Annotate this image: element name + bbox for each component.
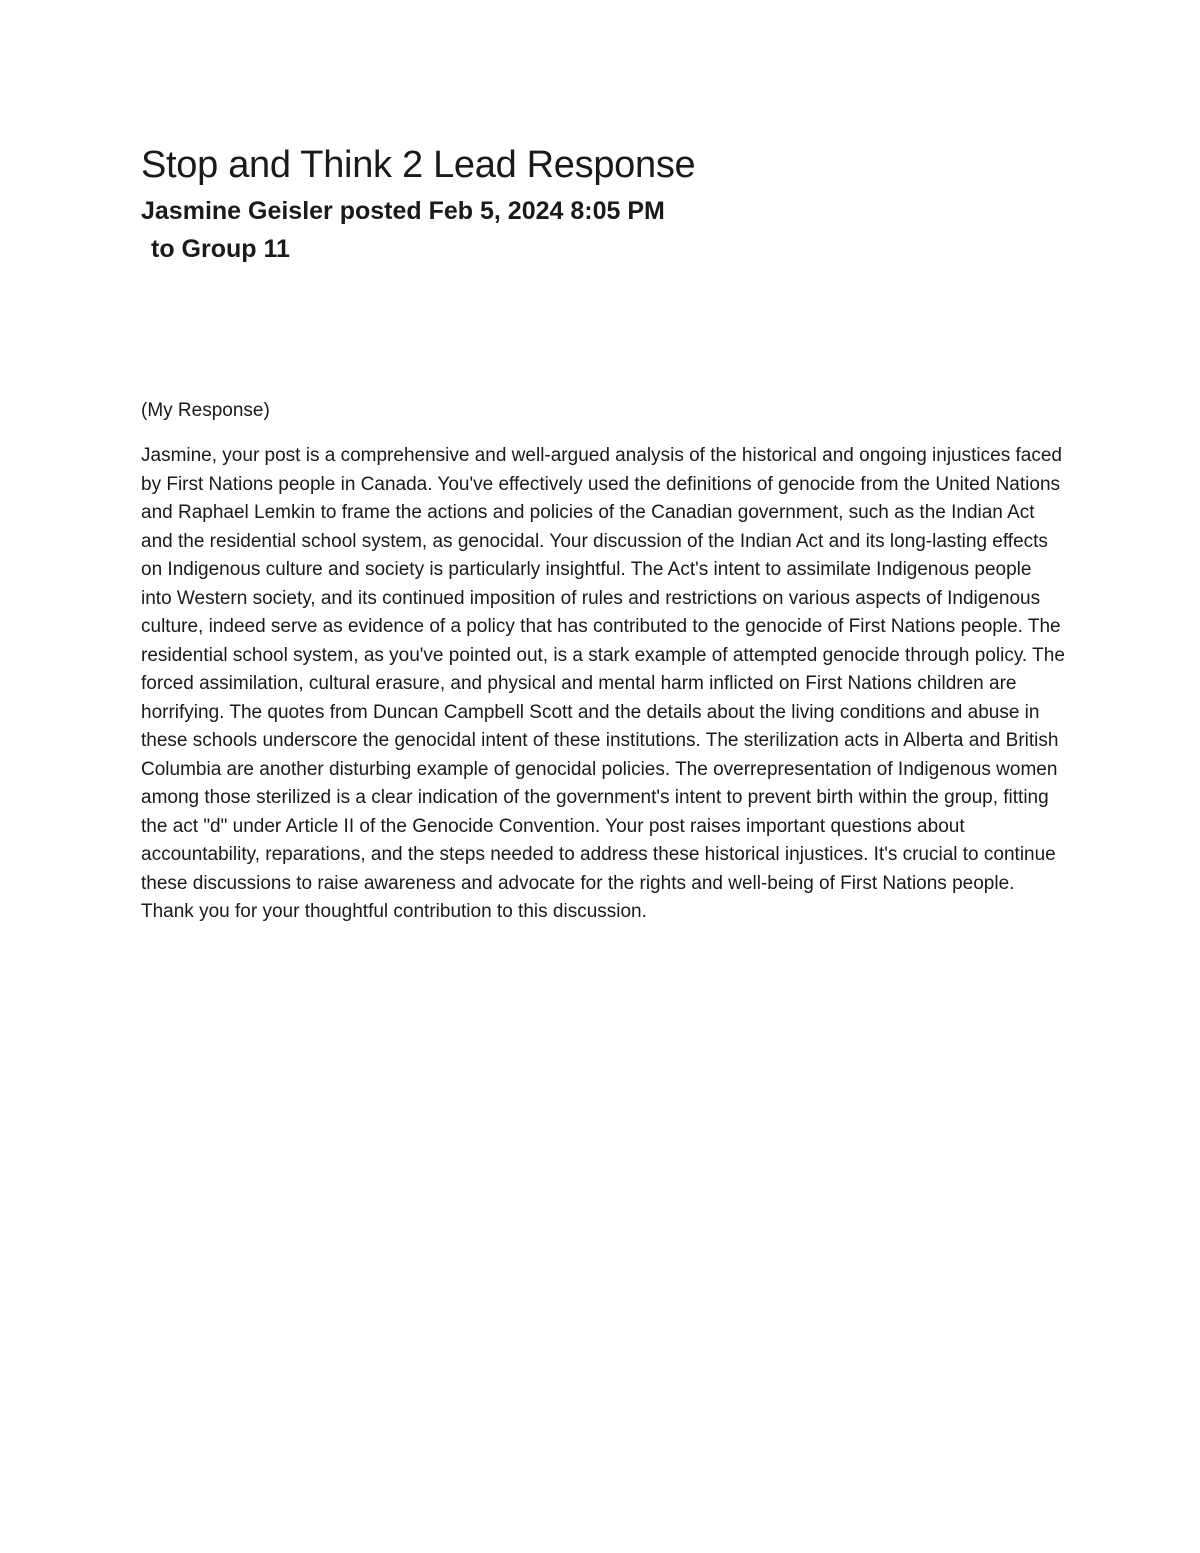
post-group: to Group 11 (151, 235, 290, 263)
post-title: Stop and Think 2 Lead Response (141, 144, 696, 186)
post-byline: Jasmine Geisler posted Feb 5, 2024 8:05 PM (141, 197, 665, 225)
response-body: Jasmine, your post is a comprehensive and well-argued analysis of the historical and ongoing injustices faced by First Nations people in Canada. You've effectively used the definitions of genocide from the United Nations and Raphael Lemkin to frame the actions and policies of the Canadian government, such as the Indian Act and the residential school system, as genocidal. Your discussion of the Indian Act and its long-lasting effects on Indigenous culture and society is particularly insightful. The Act's intent to assimilate Indigenous people into Western society, and its continued imposition of rules and restrictions on various aspects of Indigenous culture, indeed serve as evidence of a policy that has contributed to the genocide of First Nations people. The residential school system, as you've pointed out, is a stark example of attempted genocide through policy. The forced assimilation, cultural erasure, and physical and mental harm inflicted on First Nations children are horrifying. The quotes from Duncan Campbell Scott and the details about the living conditions and abuse in these schools underscore the genocidal intent of these institutions. The sterilization acts in Alberta and British Columbia are another disturbing example of genocidal policies. The overrepresentation of Indigenous women among those sterilized is a clear indication of the government's intent to prevent birth within the group, fitting the act "d" under Article II of the Genocide Convention. Your post raises important questions about accountability, reparations, and the steps needed to address these historical injustices. It's crucial to continue these discussions to raise awareness and advocate for the rights and well-being of First Nations people. Thank you for your thoughtful contribution to this discussion. (141, 445, 1065, 922)
response-label: (My Response) (141, 400, 270, 421)
